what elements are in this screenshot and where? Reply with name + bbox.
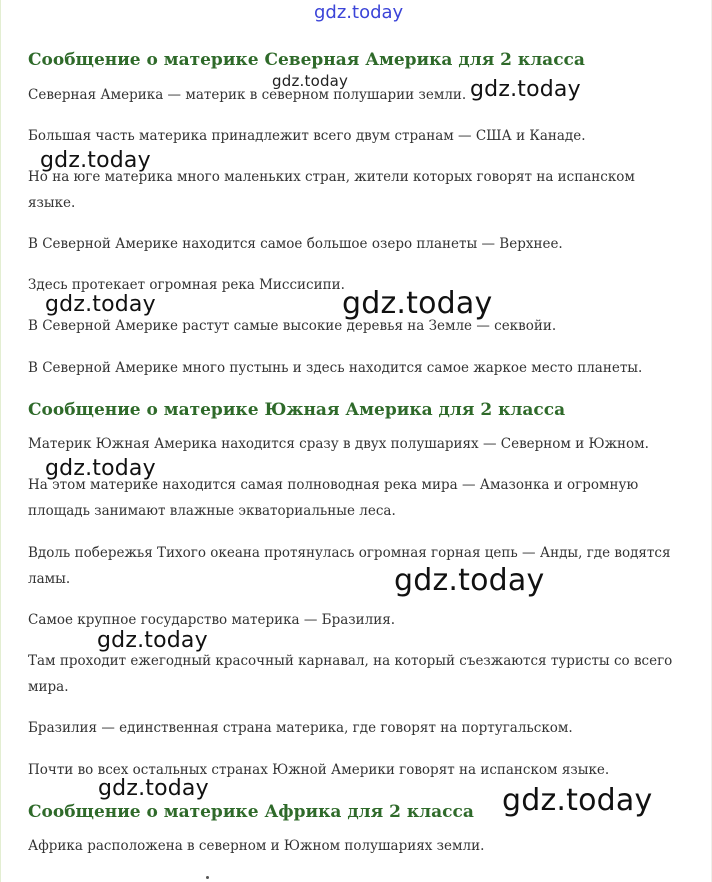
paragraph: Там проходит ежегодный красочный карнавал, на который съезжаются туристы со всего мира. bbox=[28, 653, 673, 695]
paragraph: Самое крупное государство материка — Бразилия. bbox=[28, 612, 396, 628]
section-heading-africa: Сообщение о материке Африка для 2 класса bbox=[28, 802, 474, 822]
watermark-logo: gdz.today bbox=[272, 72, 349, 90]
watermark-logo: gdz.today bbox=[98, 776, 209, 801]
paragraph: Почти во всех остальных странах Южной Америки говорят на испанском языке. bbox=[28, 762, 610, 778]
watermark-logo: gdz.today bbox=[470, 77, 581, 102]
watermark-logo: gdz.today bbox=[97, 628, 208, 653]
watermark-logo: gdz.today bbox=[40, 148, 151, 173]
paragraph: Здесь протекает огромная река Миссисипи. bbox=[28, 277, 345, 293]
section-heading-south-america: Сообщение о материке Южная Америка для 2 класса bbox=[28, 400, 566, 420]
watermark-logo: gdz.today bbox=[394, 563, 545, 598]
paragraph: Большая часть материка принадлежит всего двум странам — США и Канаде. bbox=[28, 128, 586, 144]
paragraph: Африка расположена в северном и Южном полушариях земли. bbox=[28, 838, 485, 854]
paragraph: Материк Южная Америка находится сразу в двух полушариях — Северном и Южном. bbox=[28, 436, 649, 452]
paragraph: В Северной Америке много пустынь и здесь находится самое жаркое место планеты. bbox=[28, 360, 643, 376]
paragraph: Северная Америка — материк в северном полушарии земли. bbox=[28, 87, 467, 103]
decorative-dot bbox=[206, 876, 209, 879]
section-heading-north-america: Сообщение о материке Северная Америка для 2 класса bbox=[28, 50, 585, 70]
paragraph: В Северной Америке растут самые высокие деревья на Земле — секвойи. bbox=[28, 318, 557, 334]
paragraph: Но на юге материка много маленьких стран, жители которых говорят на испанском языке. bbox=[28, 169, 635, 211]
watermark-logo: gdz.today bbox=[502, 783, 653, 818]
watermark-logo: gdz.today bbox=[342, 286, 493, 321]
paragraph: Вдоль побережья Тихого океана протянулась огромная горная цепь — Анды, где водятся ламы. bbox=[28, 545, 671, 587]
watermark-logo: gdz.today bbox=[45, 456, 156, 481]
paragraph: Бразилия — единственная страна материка, где говорят на португальском. bbox=[28, 720, 573, 736]
watermark-logo: gdz.today bbox=[314, 2, 404, 23]
paragraph: На этом материке находится самая полноводная река мира — Амазонка и огромную площадь занимают влажные экваториальные леса. bbox=[28, 477, 639, 519]
paragraph: В Северной Америке находится самое большое озеро планеты — Верхнее. bbox=[28, 236, 563, 252]
watermark-logo: gdz.today bbox=[45, 292, 156, 317]
